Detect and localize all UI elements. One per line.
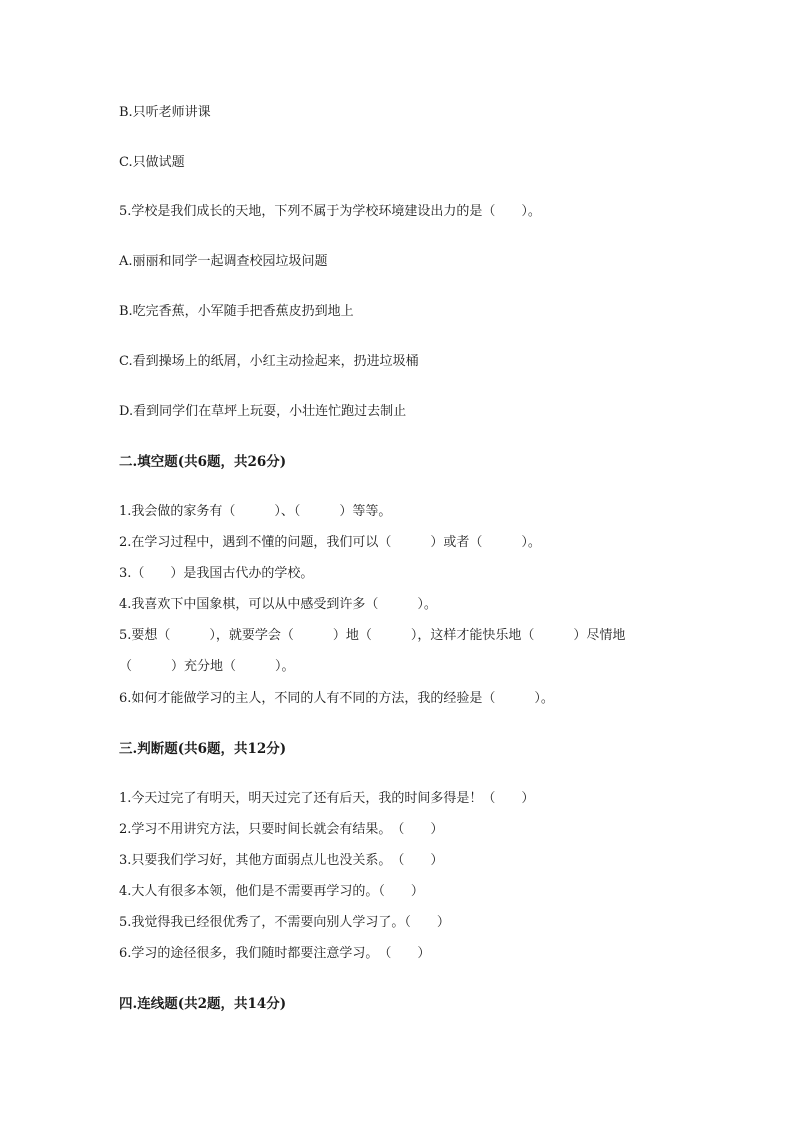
judge-question-4: 4.大人有很多本领，他们是不需要再学习的。（ ） — [119, 884, 424, 899]
fill-in-section-heading: 二.填空题(共6题，共26分) — [119, 454, 287, 470]
fill-question-3: 3.（ ）是我国古代办的学校。 — [119, 566, 314, 581]
fill-question-6: 6.如何才能做学习的主人，不同的人有不同的方法，我的经验是（ ）。 — [119, 691, 554, 706]
fill-question-5-line-2: （ ）充分地（ ）。 — [119, 659, 295, 674]
matching-section-heading: 四.连线题(共2题，共14分) — [119, 996, 287, 1012]
question-5-option-c: C.看到操场上的纸屑，小红主动捡起来，扔进垃圾桶 — [119, 354, 419, 369]
judge-question-6: 6.学习的途径很多，我们随时都要注意学习。 （ ） — [119, 946, 431, 961]
fill-question-5-line-1: 5.要想（ ），就要学会（ ）地（ ），这样才能快乐地（ ）尽情地 — [119, 628, 626, 643]
option-c-tests-only: C.只做试题 — [119, 155, 185, 170]
question-5-option-b: B.吃完香蕉，小军随手把香蕉皮扔到地上 — [119, 304, 354, 319]
fill-question-1: 1.我会做的家务有（ ）、（ ）等等。 — [119, 504, 392, 519]
fill-question-2: 2.在学习过程中，遇到不懂的问题，我们可以（ ）或者（ ）。 — [119, 535, 541, 550]
judge-question-3: 3.只要我们学习好，其他方面弱点儿也没关系。 （ ） — [119, 853, 444, 868]
judge-question-1: 1.今天过完了有明天，明天过完了还有后天，我的时间多得是！（ ） — [119, 791, 535, 806]
question-5-option-d: D.看到同学们在草坪上玩耍，小壮连忙跑过去制止 — [119, 404, 407, 419]
question-5-option-a: A.丽丽和同学一起调查校园垃圾问题 — [119, 254, 328, 269]
judge-section-heading: 三.判断题(共6题，共12分) — [119, 741, 287, 757]
fill-question-4: 4.我喜欢下中国象棋，可以从中感受到许多（ ）。 — [119, 597, 437, 612]
option-b-listen-only: B.只听老师讲课 — [119, 105, 211, 120]
judge-question-2: 2.学习不用讲究方法，只要时间长就会有结果。 （ ） — [119, 822, 444, 837]
question-5-text: 5.学校是我们成长的天地，下列不属于为学校环境建设出力的是（ ）。 — [119, 204, 541, 219]
judge-question-5: 5.我觉得我已经很优秀了，不需要向别人学习了。（ ） — [119, 915, 450, 930]
